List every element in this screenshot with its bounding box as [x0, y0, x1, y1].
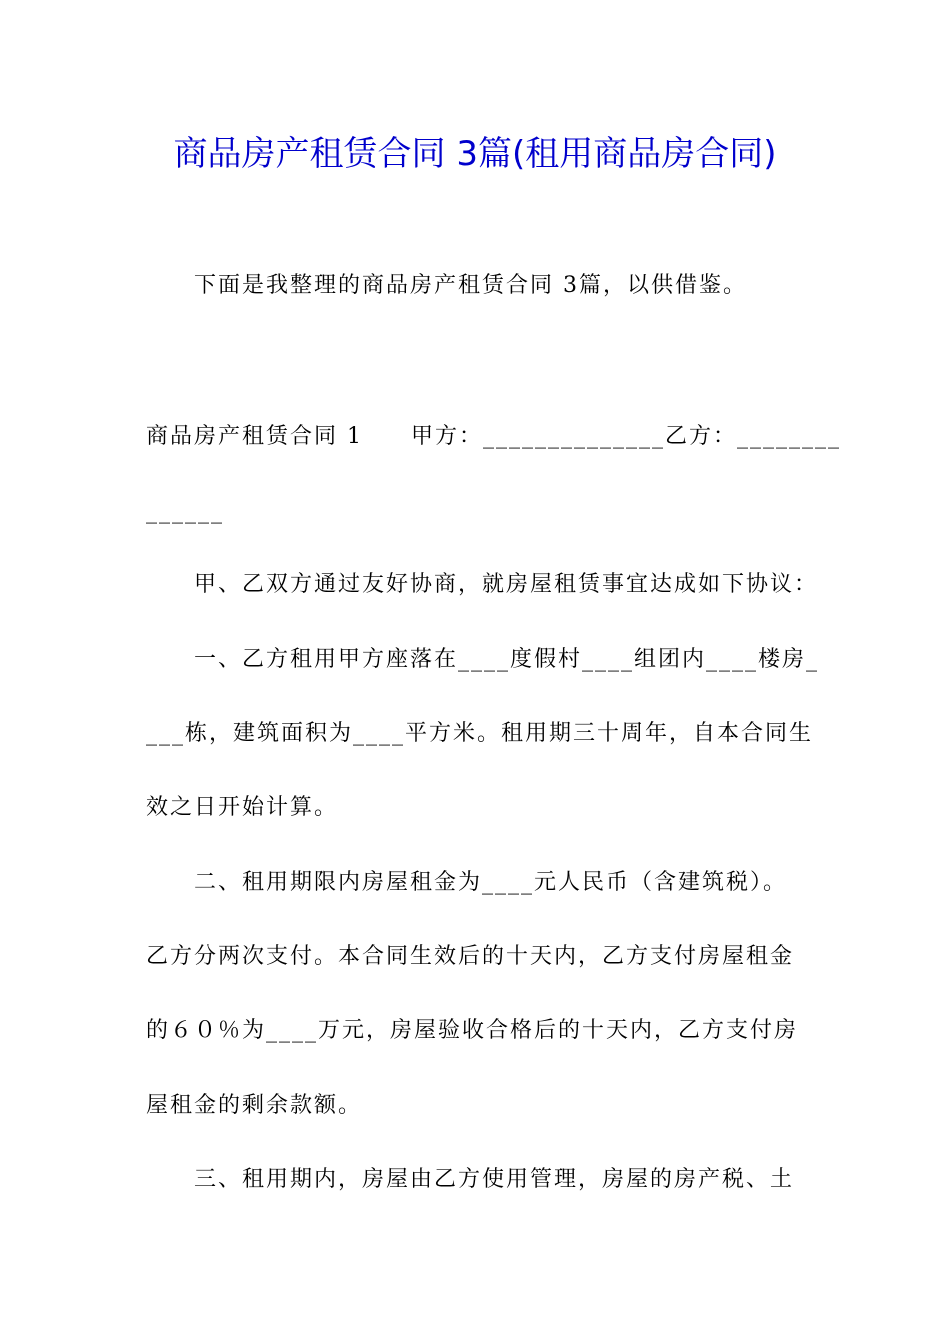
intro-paragraph: 下面是我整理的商品房产租赁合同 3篇，以供借鉴。 [194, 273, 747, 298]
clause-2-line-4: 屋租金的剩余款额。 [146, 1093, 363, 1118]
contract-header-line: 商品房产租赁合同 1 甲方：______________乙方：________ [146, 424, 841, 449]
clause-1-line-2: ___栋，建筑面积为____平方米。租用期三十周年，自本合同生 [146, 721, 814, 746]
agreement-intro: 甲、乙双方通过友好协商，就房屋租赁事宜达成如下协议： [194, 572, 819, 597]
contract-header-continuation: ______ [146, 499, 224, 524]
document-title: 商品房产租赁合同 3篇(租用商品房合同) [173, 134, 777, 174]
clause-1-line-3: 效之日开始计算。 [146, 795, 339, 820]
clause-2-line-1: 二、租用期限内房屋租金为____元人民币（含建筑税）。 [194, 870, 788, 895]
clause-3-line-1: 三、租用期内，房屋由乙方使用管理，房屋的房产税、土 [194, 1167, 795, 1192]
clause-2-line-2: 乙方分两次支付。本合同生效后的十天内，乙方支付房屋租金 [146, 944, 795, 969]
clause-1-line-1: 一、乙方租用甲方座落在____度假村____组团内____楼房_ [194, 647, 820, 672]
clause-2-line-3: 的６０％为____万元，房屋验收合格后的十天内，乙方支付房 [146, 1018, 799, 1043]
